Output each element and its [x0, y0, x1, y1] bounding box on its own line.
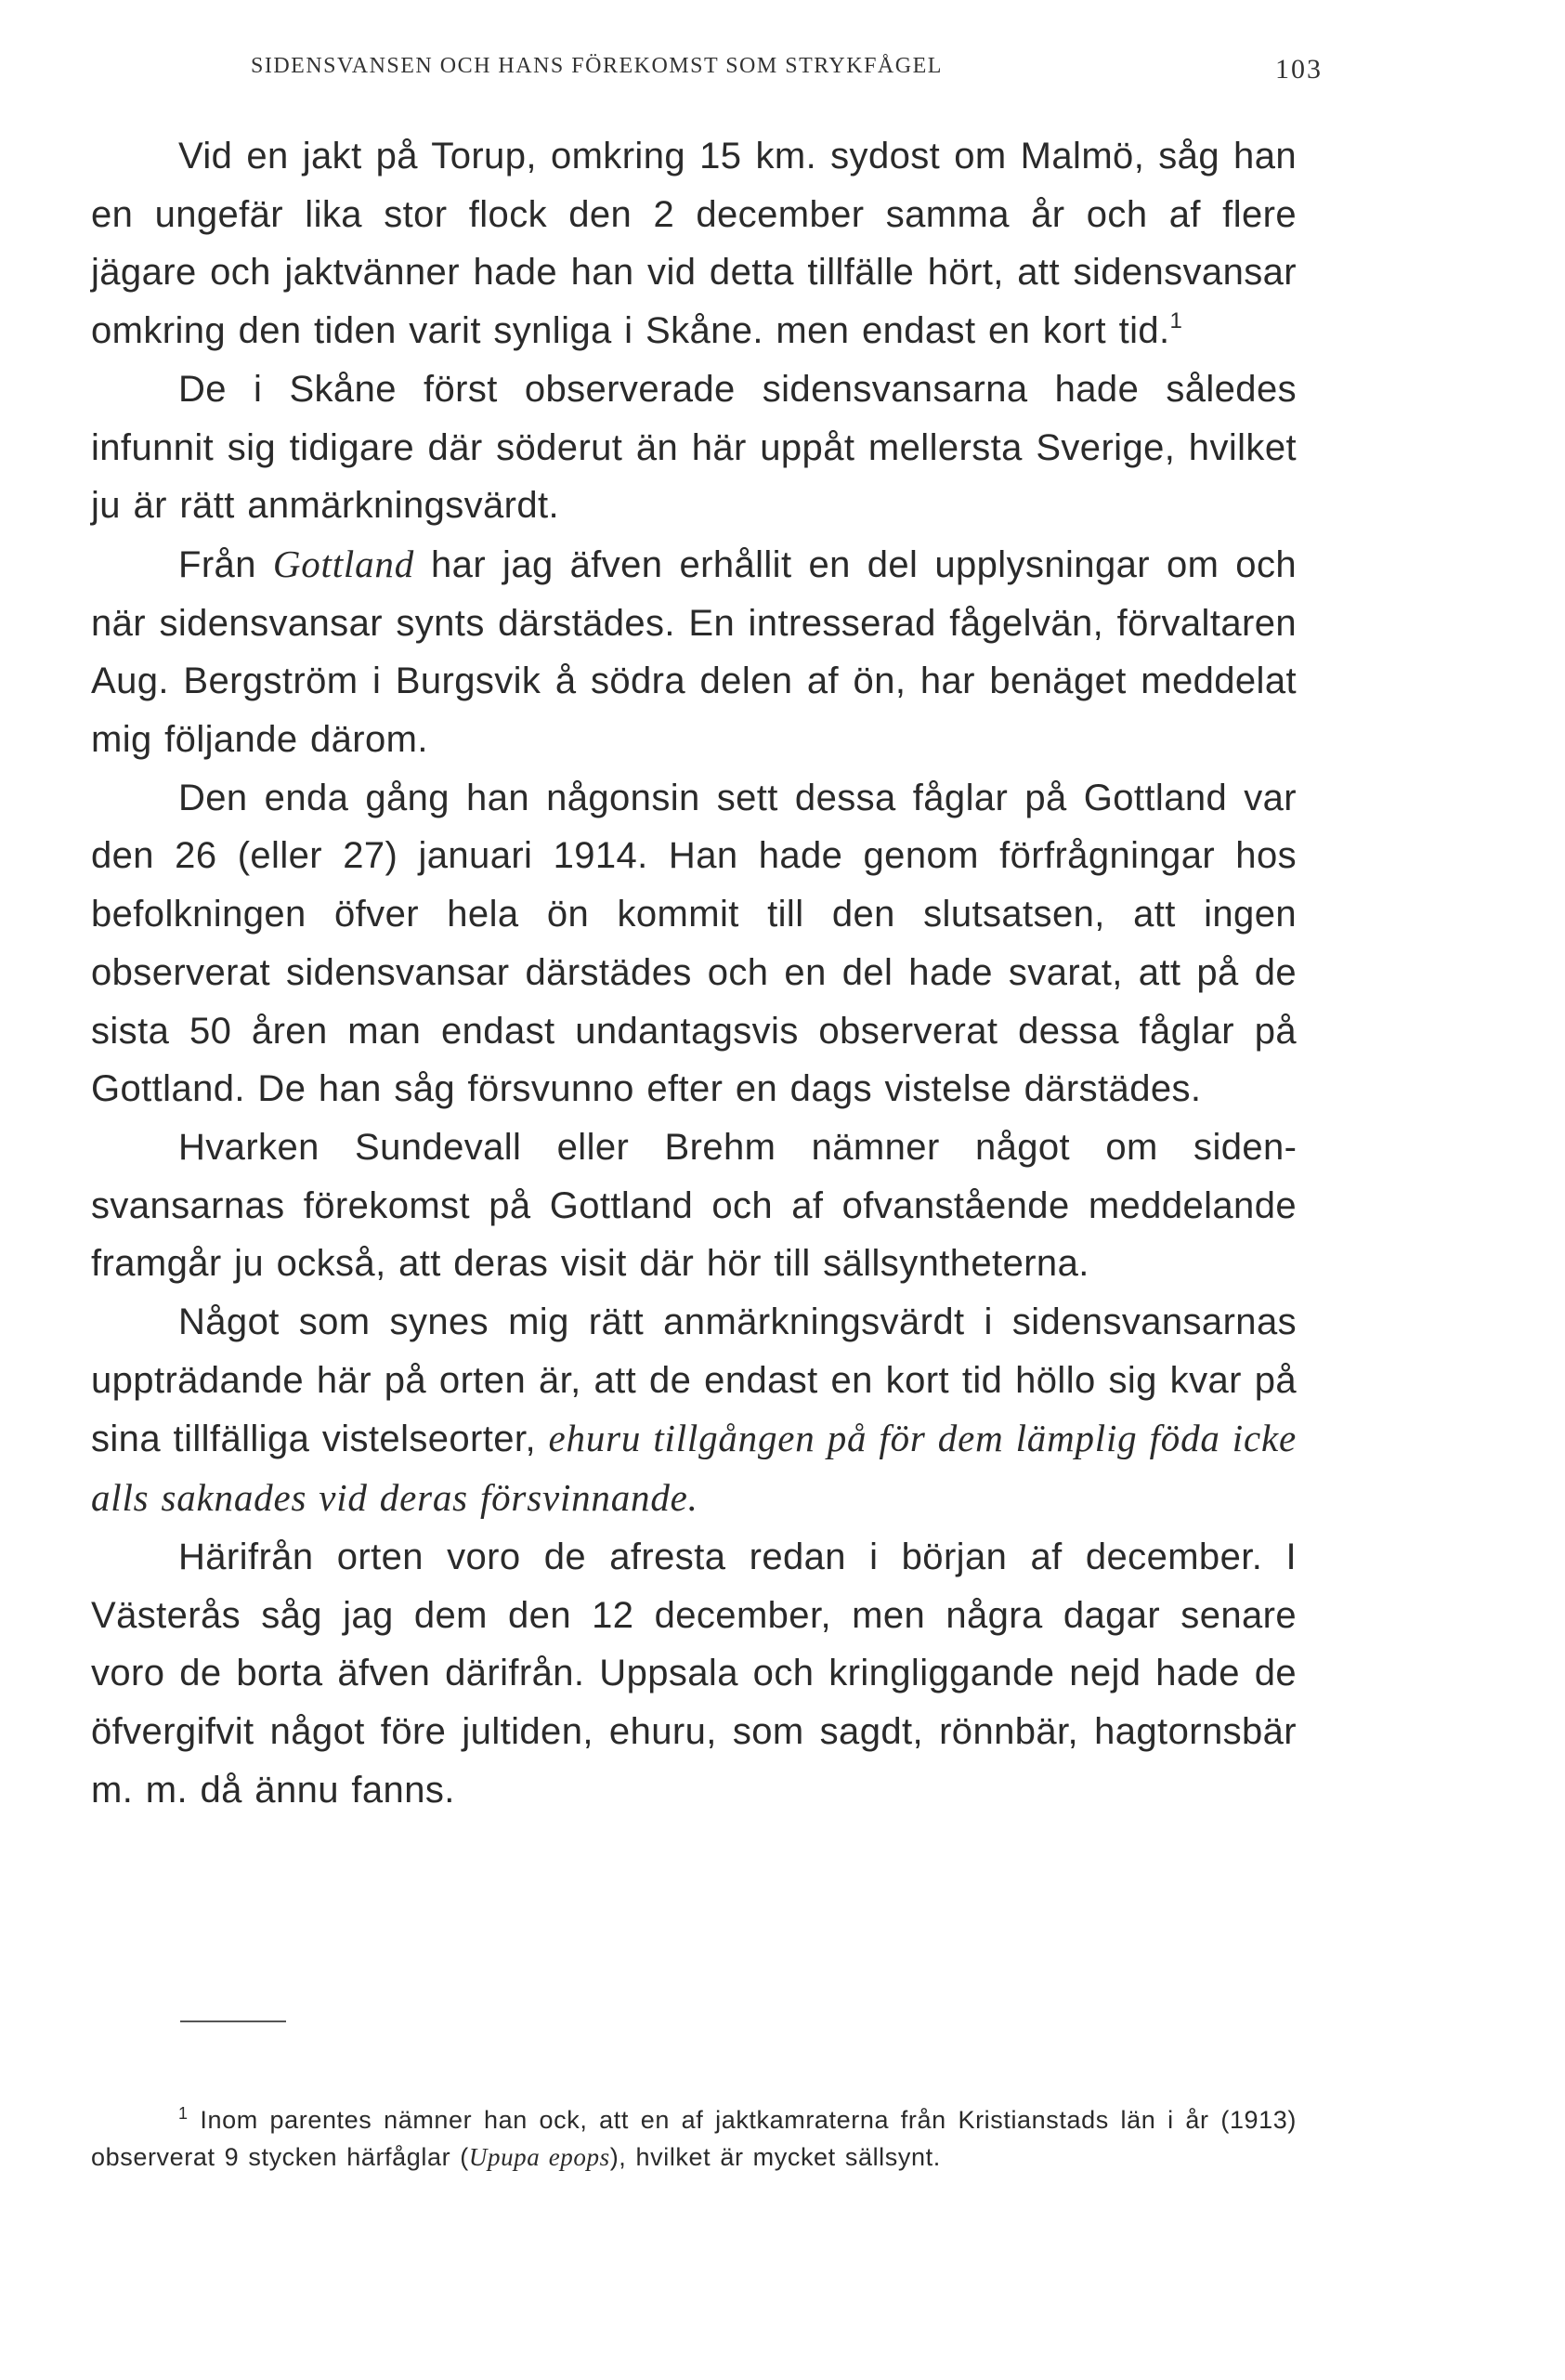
footnote-paragraph	[91, 2101, 1297, 2176]
footnote-rest: ), hvilket är mycket sällsynt.	[609, 2143, 941, 2171]
running-title: SIDENSVANSEN OCH HANS FÖREKOMST SOM STRYKFÅGEL	[251, 54, 943, 78]
paragraph-6-italic: ehuru tillgången på för dem lämplig föda icke alls saknades vid deras försvinnande.	[91, 1417, 1297, 1520]
paragraph-6	[91, 1293, 1297, 1528]
paragraph-6-lead: Något som synes mig rätt anmärkningsvärdt i sidensvansarnas uppträdande här på orten är, att de endast en kort tid höllo sig kvar på sina tillfälliga vistelseorter,	[91, 1301, 1297, 1460]
page-number: 103	[1275, 54, 1323, 85]
footnote-italic: Upupa epops	[468, 2143, 610, 2171]
footnote-marker: 1	[178, 2104, 189, 2123]
paragraph-3-lead: Från	[178, 543, 273, 585]
page-header	[251, 54, 1323, 91]
paragraph-3	[91, 535, 1297, 769]
paragraph-1-text: Vid en jakt på Torup, omkring 15 km. sydost om Malmö, såg han en ungefär lika stor flock den 2 december samma år och af flere jägare och jaktvänner hade han vid detta tillfälle hört, att sidensvansar omkring den tiden varit synliga i Skåne. men endast en kort tid.	[91, 136, 1297, 352]
footnote-separator	[180, 2020, 286, 2022]
paragraph-4: Den enda gång han någonsin sett dessa fåglar på Gottland var den 26 (eller 27) januari 1914. Han hade genom förfrågningar hos befolkningen öfver hela ön kommit till den slutsatsen, att ingen observerat sidensvansar därstädes och en del hade svarat, att på de sista 50 åren man endast undantagsvis observerat dessa fåglar på Gottland. De han såg försvunno efter en dags vistelse därstädes.	[91, 777, 1297, 1110]
paragraph-1	[91, 127, 1297, 360]
paragraph-5: Hvarken Sundevall eller Brehm nämner något om sidensvansarnas förekomst på Gottland och af ofvanstående meddelande framgår ju också, att deras visit där hör till sällsyntheterna.	[91, 1126, 1297, 1285]
footnote-lead: Inom parentes nämner han ock, att en af jaktkamraterna från Kristianstads län i år (1913) observerat 9 stycken härfåglar (	[91, 2106, 1297, 2171]
footnote-reference: 1	[1169, 308, 1183, 334]
paragraph-2: De i Skåne först observerade sidensvansarna hade således infunnit sig tidigare där söderut än här uppåt mellersta Sverige, hvilket ju är rätt anmärkningsvärdt.	[91, 368, 1297, 527]
paragraph-7: Härifrån orten voro de afresta redan i början af december. I Västerås såg jag dem den 12 december, men några dagar senare voro de borta äfven därifrån. Uppsala och kringliggande nejd hade de öfvergifvit något före jultiden, ehuru, som sagdt, rönnbär, hagtornsbär m. m. då ännu fanns.	[91, 1536, 1297, 1811]
paragraph-3-rest: har jag äfven erhållit en del upplysningar om och när sidensvansar synts därstädes. En intresserad fågelvän, förvaltaren Aug. Bergström i Burgsvik å södra delen af ön, har benäget meddelat mig följande därom.	[91, 543, 1298, 761]
body-text	[91, 127, 1297, 1819]
paragraph-3-italic: Gottland	[272, 542, 415, 585]
footnote	[91, 2101, 1297, 2176]
